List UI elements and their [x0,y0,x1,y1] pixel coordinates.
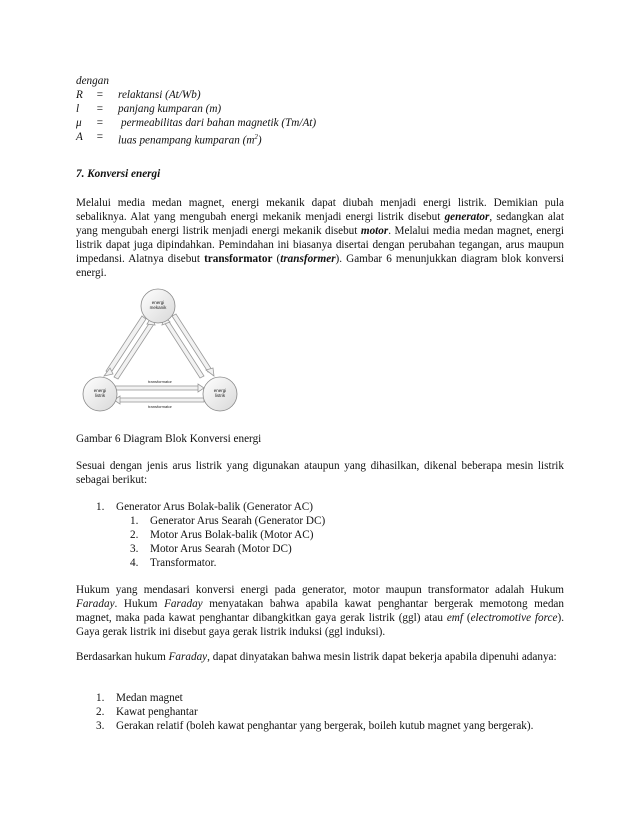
list-number: 4. [130,557,139,569]
text-run: ( [462,612,471,624]
text-run: ). Gaya gerak listrik ini disebut gaya gerak listrik induksi (ggl induksi). [76,612,564,638]
term-faraday: Faraday [164,598,203,610]
paragraph-berdasarkan [76,650,564,664]
text-run: Melalui media medan magnet, energi mekanik dapat diubah menjadi energi listrik. Demikian pula sebaliknya. Alat yang mengubah energi mekanik menjadi energi listrik disebut [76,197,564,223]
paragraph-mesin-listrik [76,459,564,487]
list-item [130,556,216,570]
list-item [130,514,325,528]
list-number: 1. [96,501,105,513]
list-number: 1. [130,515,139,527]
definitions-intro: dengan [76,75,109,87]
list-number: 3. [96,720,105,732]
text-run: ( [272,253,281,265]
arrow-transformator-top [114,384,204,392]
list-text: Generator Arus Searah (Generator DC) [150,515,326,527]
list-item [130,528,313,542]
term-generator: generator [444,211,490,223]
text-run: menyatakan bahwa apabila kawat penghantar bergerak memotong medan magnet, maka pada kawat penghantar dibangkitkan gaya gerak listrik (ggl) atau [76,598,564,624]
text-run: Berdasarkan hukum [76,651,169,663]
list-text: Gerakan relatif (boleh kawat penghantar yang bergerak, boileh kutub magnet yang bergerak). [116,720,534,732]
section-heading: 7. Konversi energi [76,168,161,180]
energy-conversion-diagram [80,284,240,414]
def-description [118,130,262,148]
def-equals: = [96,131,104,143]
list-item [96,705,198,719]
label-left-line1: energi [93,388,107,393]
list-text: Motor Arus Bolak-balik (Motor AC) [150,529,314,541]
list-text: Medan magnet [116,692,183,704]
def-close-paren: ) [257,134,262,147]
term-motor: motor [360,225,389,237]
def-equals: = [96,117,104,129]
text-run: , sedangkan alat yang mengubah energi listrik menjadi energi mekanik disebut [76,211,564,237]
def-symbol: A [76,131,83,143]
def-description: panjang kumparan (m) [118,103,222,115]
term-transformator: transformator [204,253,273,265]
def-symbol: μ [76,117,82,129]
list-number: 2. [96,706,105,718]
paragraph-konversi [76,196,564,280]
text-run: Sesuai dengan jenis arus listrik yang digunakan ataupun yang dihasilkan, dikenal beberapa mesin listrik sebagai berikut: [76,460,564,486]
list-text: Transformator. [150,557,217,569]
label-right-line2: listrik [214,393,226,398]
paragraph-hukum-faraday [76,583,564,639]
text-run: , dapat dinyatakan bahwa mesin listrik dapat bekerja apabila dipenuhi adanya: [207,651,557,663]
text-run: . Hukum [114,598,165,610]
arrow-transformator-bottom [114,396,204,404]
label-transformator-top: transformator [148,379,172,384]
arrow-listrik-left-to-mekanik [114,316,155,379]
text-run: . Melalui media medan magnet, energi listrik dapat juga dipindahkan. Pemindahan ini biasanya disertai dengan perubahan tegangan, arus maupun impedansi. Alatnya disebut [76,225,564,265]
list-text: Motor Arus Searah (Motor DC) [150,543,292,555]
def-description: permeabilitas dari bahan magnetik (Tm/At) [121,117,317,129]
list-item [96,691,183,705]
list-text: Kawat penghantar [116,706,198,718]
list-item [130,542,292,556]
term-emf: emf [446,612,463,624]
def-description: relaktansi (At/Wb) [118,89,201,101]
list-item [96,500,313,514]
label-top-line2: mekanik [149,305,167,310]
term-electromotive-force: electromotive force [470,612,558,624]
list-number: 1. [96,692,105,704]
def-superscript: 2 [254,133,258,141]
def-symbol: R [76,89,83,101]
term-faraday: Faraday [168,651,208,663]
label-top-line1: energi [151,300,165,305]
list-number: 2. [130,529,139,541]
def-equals: = [96,103,104,115]
text-run: Hukum yang mendasari konversi energi pada generator, motor maupun transformator adalah Hukum [76,584,564,596]
def-equals: = [96,89,104,101]
figure-caption: Gambar 6 Diagram Blok Konversi energi [76,433,262,445]
term-transformer: transformer [280,253,336,265]
list-text: Generator Arus Bolak-balik (Generator AC) [116,501,313,513]
def-desc-text: luas penampang kumparan (m [118,134,255,147]
list-item [96,719,533,733]
term-faraday: Faraday [76,598,115,610]
def-symbol: l [76,103,80,115]
list-number: 3. [130,543,139,555]
label-transformator-bottom: transformator [148,404,172,409]
label-right-line1: energi [213,388,227,393]
text-run: ). Gambar 6 menunjukkan diagram blok konversi energi. [76,253,565,279]
label-left-line2: listrik [94,393,106,398]
